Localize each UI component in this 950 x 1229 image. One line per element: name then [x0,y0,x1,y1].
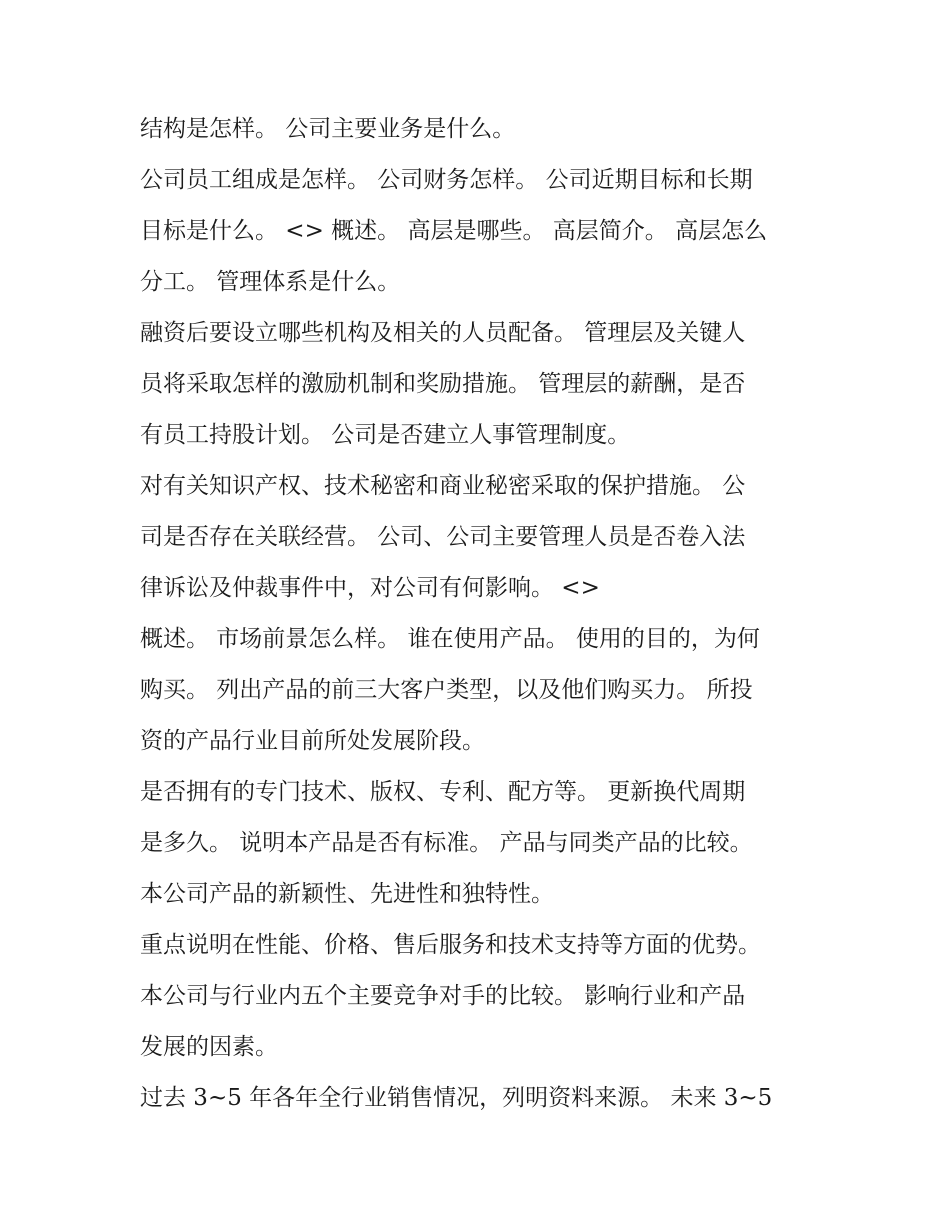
text-line-16: 本公司产品的新颖性、先进性和独特性。 [140,881,554,907]
text-line-7: 有员工持股计划。 公司是否建立人事管理制度。 [140,422,631,448]
document-body [140,104,820,1124]
text-line-6: 员将采取怎样的激励机制和奖励措施。 管理层的薪酬，是否 [140,371,746,397]
text-line-11: 概述。 市场前景怎么样。 谁在使用产品。 使用的目的，为何 [140,626,760,652]
text-line-17: 重点说明在性能、价格、售后服务和技术支持等方面的优势。 [140,932,761,958]
text-line-9: 司是否存在关联经营。 公司、公司主要管理人员是否卷入法 [140,524,746,550]
text-line-13: 资的产品行业目前所处发展阶段。 [140,728,485,754]
text-line-4: 分工。 管理体系是什么。 [140,269,401,295]
text-line-1: 结构是怎样。 公司主要业务是什么。 [140,116,516,142]
text-line-15: 是多久。 说明本产品是否有标准。 产品与同类产品的比较。 [140,830,753,856]
text-line-10: 律诉讼及仲裁事件中，对公司有何影响。 <> [140,575,600,601]
text-line-18: 本公司与行业内五个主要竞争对手的比较。 影响行业和产品 [140,983,746,1009]
text-line-19: 发展的因素。 [140,1034,278,1060]
text-line-5: 融资后要设立哪些机构及相关的人员配备。 管理层及关键人 [140,320,746,346]
text-line-3: 目标是什么。 <> 概述。 高层是哪些。 高层简介。 高层怎么 [140,218,768,244]
text-line-14: 是否拥有的专门技术、版权、专利、配方等。 更新换代周期 [140,779,746,805]
text-line-12: 购买。 列出产品的前三大客户类型，以及他们购买力。 所投 [140,677,753,703]
text-line-8: 对有关知识产权、技术秘密和商业秘密采取的保护措施。 公 [140,473,746,499]
text-line-2: 公司员工组成是怎样。 公司财务怎样。 公司近期目标和长期 [140,167,753,193]
text-line-20: 过去 3~5 年各年全行业销售情况，列明资料来源。 未来 3~5 [140,1085,773,1111]
